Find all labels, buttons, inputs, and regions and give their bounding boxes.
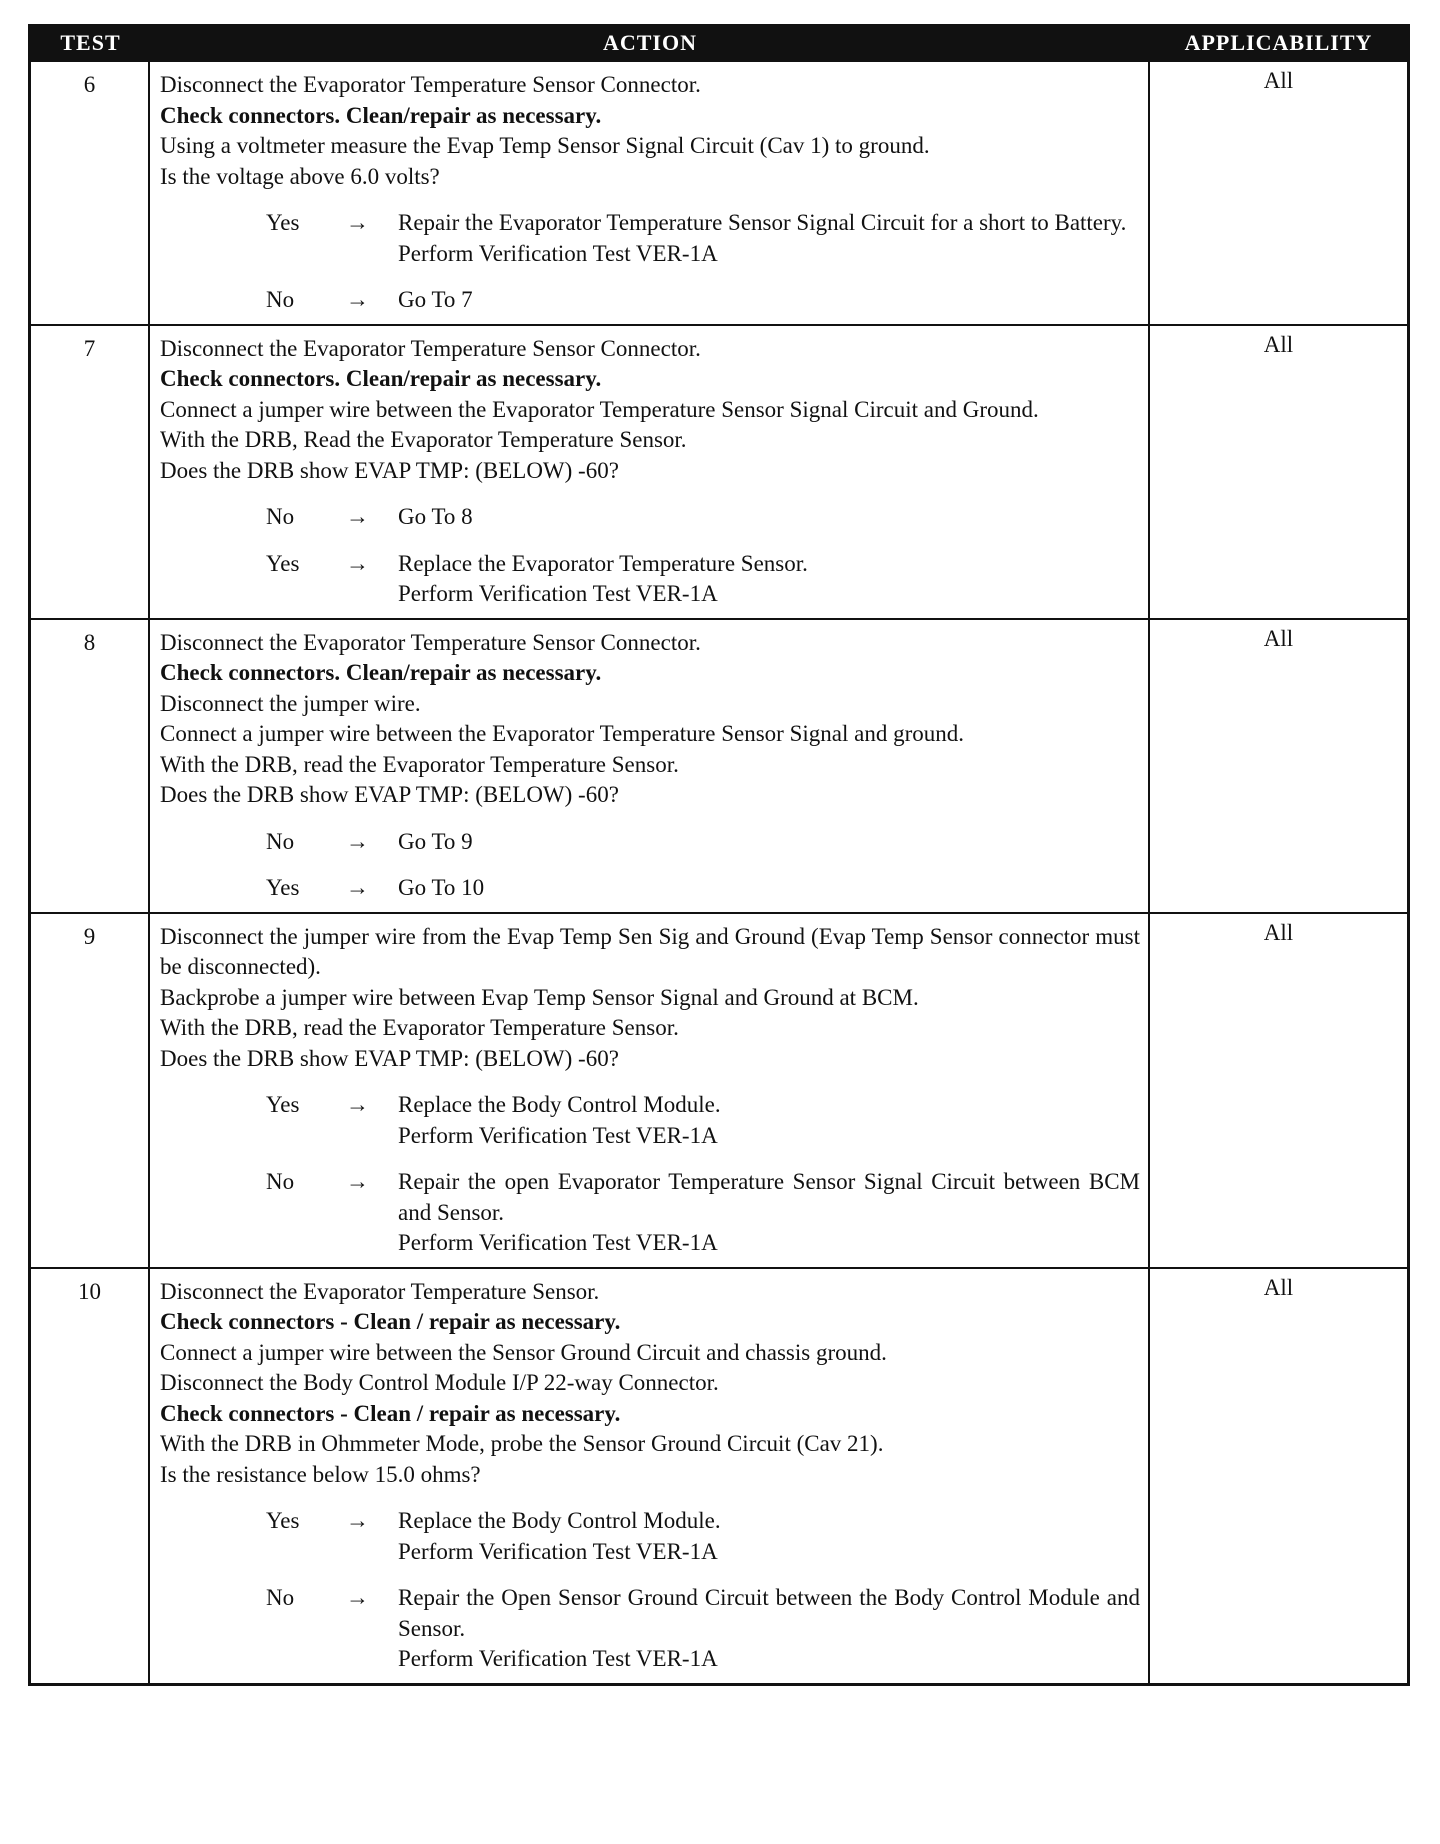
response-branch [160, 1167, 1140, 1259]
test-number: 10 [31, 1269, 150, 1683]
action-caution-line: Check connectors. Clean/repair as necessary. [160, 660, 602, 685]
response-line: Perform Verification Test VER-1A [398, 1122, 718, 1148]
response-branch [160, 285, 1140, 316]
action-line: Is the voltage above 6.0 volts? [160, 163, 440, 189]
arrow-icon: → [346, 287, 369, 312]
action-line: With the DRB in Ohmmeter Mode, probe the Sensor Ground Circuit (Cav 21). [160, 1431, 884, 1456]
response-line: Replace the Body Control Module. [398, 1508, 721, 1533]
action-line: Disconnect the Evaporator Temperature Sensor Connector. [160, 629, 701, 655]
action-cell [150, 620, 1150, 912]
response-branch [160, 873, 1140, 904]
response-answer: No [266, 504, 295, 529]
table-row [31, 62, 1407, 324]
response-answer: Yes [266, 875, 300, 900]
response-answer: Yes [266, 550, 300, 576]
applicability-cell: All [1263, 625, 1294, 651]
header-action: ACTION [602, 30, 697, 55]
response-text [398, 1090, 1140, 1151]
response-branch [160, 549, 1140, 610]
arrow-icon: → [346, 1585, 369, 1610]
arrow-icon: → [346, 550, 369, 576]
applicability-cell: All [1263, 331, 1294, 357]
response-answer: No [266, 1585, 295, 1610]
response-line: Repair the Open Sensor Ground Circuit between the Body Control Module and Sensor. [398, 1585, 1140, 1641]
response-line: Go To 8 [398, 504, 473, 529]
action-line: Connect a jumper wire between the Evaporator Temperature Sensor Signal and ground. [160, 721, 964, 746]
response-text [398, 827, 1140, 858]
action-line: Disconnect the jumper wire from the Evap Temp Sen Sig and Ground (Evap Temp Sensor connector must be disconnected). [160, 923, 1140, 979]
response-line: Perform Verification Test VER-1A [398, 581, 718, 606]
response-line: Repair the open Evaporator Temperature Sensor Signal Circuit between BCM and Sensor. [398, 1169, 1140, 1225]
response-line: Go To 7 [398, 287, 473, 312]
test-number: 7 [31, 326, 150, 618]
action-line: With the DRB, read the Evaporator Temperature Sensor. [160, 1015, 679, 1040]
header-test: TEST [60, 30, 121, 55]
response-text [398, 1167, 1140, 1259]
response-line: Perform Verification Test VER-1A [398, 1646, 718, 1671]
table-body [31, 62, 1407, 1683]
table-row [31, 912, 1407, 1267]
table-row [31, 324, 1407, 618]
action-line: Disconnect the Evaporator Temperature Sensor. [160, 1278, 600, 1304]
response-line: Perform Verification Test VER-1A [398, 1538, 718, 1564]
response-branch [160, 1583, 1140, 1675]
action-line: With the DRB, read the Evaporator Temperature Sensor. [160, 751, 679, 777]
response-text [398, 873, 1140, 904]
applicability-cell: All [1263, 919, 1294, 945]
response-branch [160, 827, 1140, 858]
response-line: Repair the Evaporator Temperature Sensor Signal Circuit for a short to Battery. [398, 210, 1127, 235]
response-answer: Yes [266, 1092, 300, 1117]
response-branch [160, 1090, 1140, 1151]
action-caution-line: Check connectors - Clean / repair as necessary. [160, 1400, 621, 1426]
action-line: Backprobe a jumper wire between Evap Temp Sensor Signal and Ground at BCM. [160, 984, 919, 1010]
action-cell [150, 914, 1150, 1267]
action-line: Connect a jumper wire between the Evaporator Temperature Sensor Signal Circuit and Ground. [160, 396, 1039, 422]
response-answer: No [266, 1169, 295, 1194]
header-applicability: APPLICABILITY [1184, 30, 1373, 55]
response-line: Perform Verification Test VER-1A [398, 240, 718, 266]
action-cell [150, 1269, 1150, 1683]
action-caution-line: Check connectors. Clean/repair as necessary. [160, 366, 602, 391]
response-line: Replace the Body Control Module. [398, 1092, 721, 1117]
response-branch [160, 502, 1140, 533]
arrow-icon: → [346, 210, 369, 235]
test-number: 9 [31, 914, 150, 1267]
arrow-icon: → [346, 828, 369, 854]
table-header [31, 24, 1407, 62]
action-line: Disconnect the Evaporator Temperature Sensor Connector. [160, 335, 701, 361]
action-line: Does the DRB show EVAP TMP: (BELOW) -60? [160, 1045, 619, 1071]
response-branch [160, 208, 1140, 269]
action-caution-line: Check connectors - Clean / repair as necessary. [160, 1309, 621, 1334]
action-line: With the DRB, Read the Evaporator Temperature Sensor. [160, 427, 687, 452]
test-number: 8 [31, 620, 150, 912]
arrow-icon: → [346, 875, 369, 900]
action-line: Is the resistance below 15.0 ohms? [160, 1461, 481, 1487]
response-line: Replace the Evaporator Temperature Sensor. [398, 550, 808, 576]
action-line: Does the DRB show EVAP TMP: (BELOW) -60? [160, 782, 619, 807]
response-text [398, 502, 1140, 533]
action-line: Disconnect the Evaporator Temperature Sensor Connector. [160, 72, 701, 97]
table-row [31, 618, 1407, 912]
response-text [398, 285, 1140, 316]
diagnostic-test-table [28, 24, 1410, 1686]
arrow-icon: → [346, 1092, 369, 1117]
response-text [398, 208, 1140, 269]
response-text [398, 1506, 1140, 1567]
action-cell [150, 62, 1150, 324]
action-line: Disconnect the Body Control Module I/P 22-way Connector. [160, 1370, 719, 1395]
response-answer: Yes [266, 1508, 300, 1533]
test-number: 6 [31, 62, 150, 324]
arrow-icon: → [346, 504, 369, 529]
action-cell [150, 326, 1150, 618]
table-row [31, 1267, 1407, 1683]
response-text [398, 549, 1140, 610]
response-branch [160, 1506, 1140, 1567]
response-line: Perform Verification Test VER-1A [398, 1230, 718, 1255]
action-caution-line: Check connectors. Clean/repair as necessary. [160, 102, 602, 128]
applicability-cell: All [1263, 1274, 1294, 1300]
arrow-icon: → [346, 1508, 369, 1533]
action-line: Does the DRB show EVAP TMP: (BELOW) -60? [160, 457, 619, 483]
arrow-icon: → [346, 1169, 369, 1194]
response-answer: No [266, 828, 295, 854]
response-line: Go To 9 [398, 828, 473, 854]
response-text [398, 1583, 1140, 1675]
applicability-cell: All [1263, 68, 1294, 93]
action-line: Connect a jumper wire between the Sensor Ground Circuit and chassis ground. [160, 1339, 887, 1365]
response-answer: No [266, 287, 295, 312]
action-line: Disconnect the jumper wire. [160, 690, 421, 716]
response-line: Go To 10 [398, 875, 485, 900]
response-answer: Yes [266, 210, 300, 235]
action-line: Using a voltmeter measure the Evap Temp Sensor Signal Circuit (Cav 1) to ground. [160, 133, 930, 158]
